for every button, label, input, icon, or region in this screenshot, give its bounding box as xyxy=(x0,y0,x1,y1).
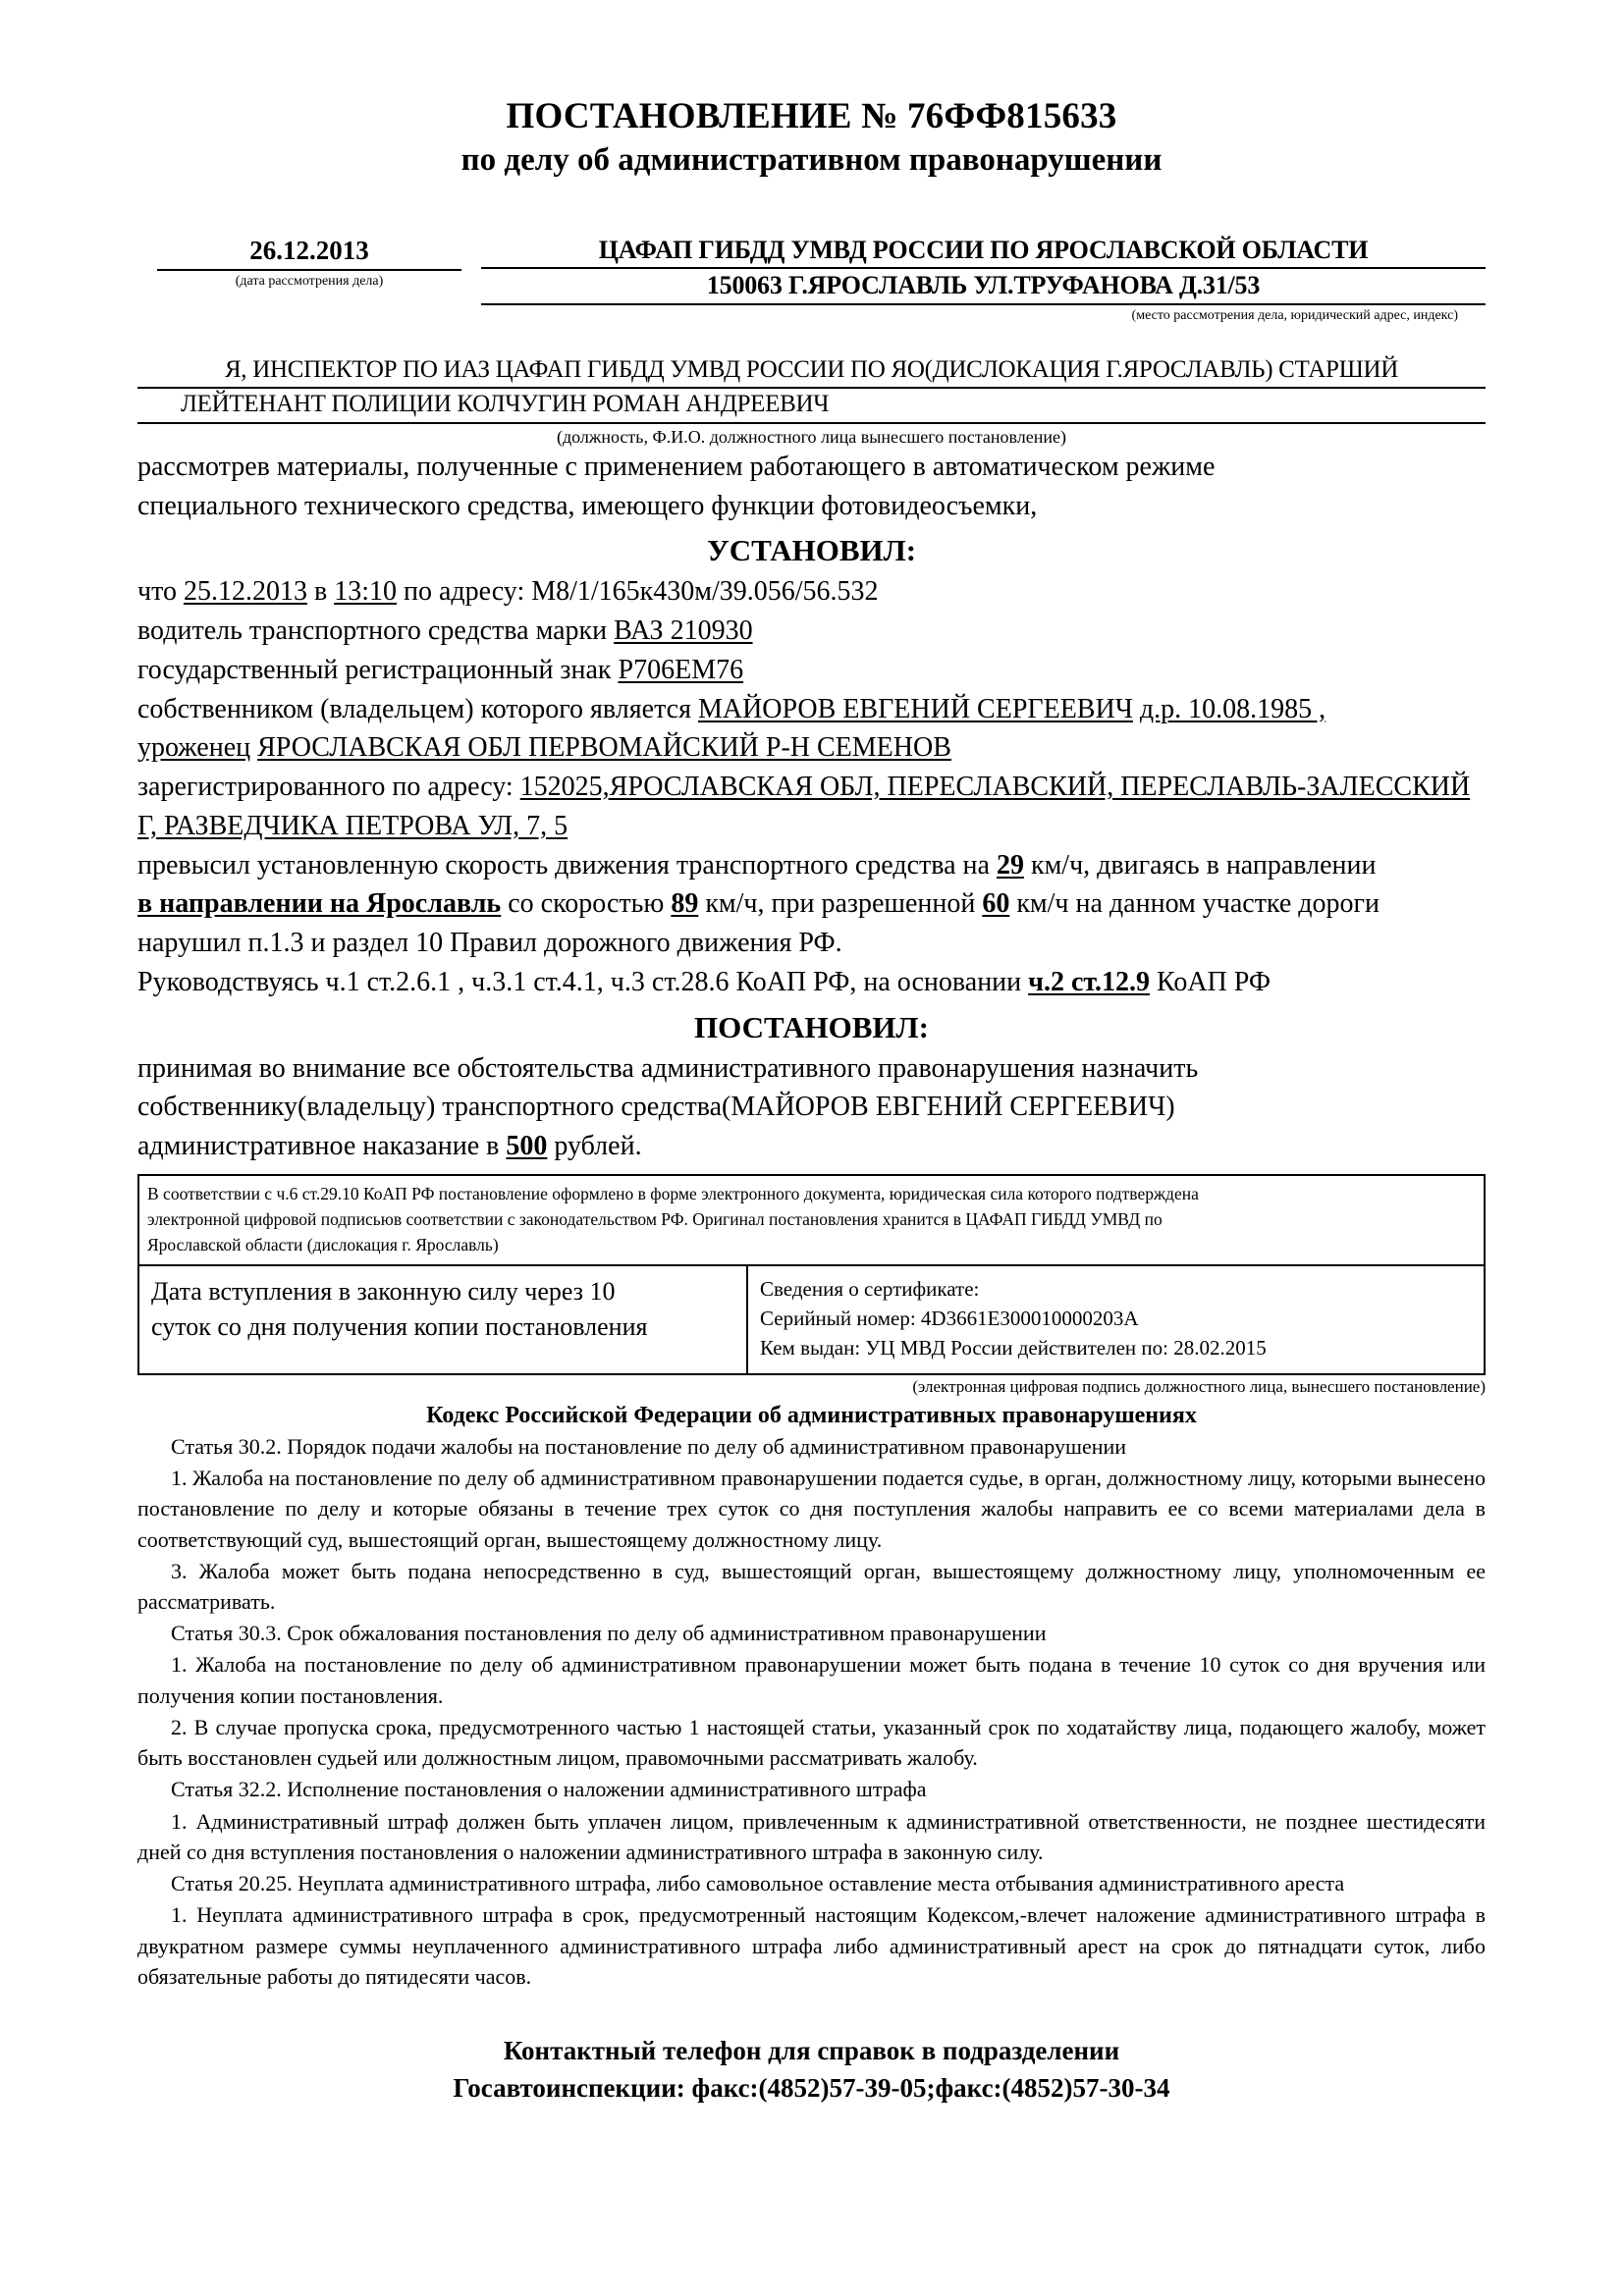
date-caption: (дата рассмотрения дела) xyxy=(235,273,384,289)
authority-column xyxy=(461,234,1486,325)
certificate-serial: Серийный номер: 4D3661E300010000203A xyxy=(760,1306,1139,1330)
section-heading-ustanovil: УСТАНОВИЛ: xyxy=(706,533,917,568)
violated-rules-line: нарушил п.1.3 и раздел 10 Правил дорожного движения РФ. xyxy=(137,928,842,958)
penalty-amount: 500 xyxy=(506,1131,548,1161)
code-item: 1. Административный штраф должен быть уплачен лицом, привлеченным к административной ответственности, не позднее шестидесяти дней со дня вступления постановления о наложении административного штрафа в законную силу. xyxy=(137,1808,1486,1864)
code-item: Статья 32.2. Исполнение постановления о наложении административного штрафа xyxy=(171,1777,927,1802)
effect-and-certificate-row xyxy=(139,1264,1484,1373)
registration-address-line xyxy=(137,768,1486,846)
travel-direction: в направлении на Ярославль xyxy=(137,888,502,920)
official-block xyxy=(137,354,1486,448)
birthplace-label: уроженец xyxy=(137,732,251,764)
violation-time: 13:10 xyxy=(334,576,397,608)
code-item: Статья 20.25. Неуплата административного штрафа, либо самовольное оставление места отбывания административного ареста xyxy=(171,1871,1345,1896)
code-section-title: Кодекс Российской Федерации об административных правонарушениях xyxy=(426,1402,1197,1428)
actual-speed-value: 89 xyxy=(671,888,699,920)
road-section-text: км/ч на данном участке дороги xyxy=(1016,888,1380,920)
certificate-title: Сведения о сертификате: xyxy=(760,1276,980,1301)
violation-datetime-line xyxy=(137,572,1486,612)
notice-line-3: Ярославской области (дислокация г. Ярославль) xyxy=(147,1235,499,1255)
plate-label: государственный регистрационный знак xyxy=(137,654,612,685)
entry-into-force-cell xyxy=(139,1266,748,1373)
contact-footer-line-1: Контактный телефон для справок в подразделении xyxy=(503,2036,1120,2066)
speed-label: со скоростью xyxy=(508,888,665,920)
authority-address-caption: (место рассмотрения дела, юридический адрес, индекс) xyxy=(1131,307,1458,323)
certificate-cell xyxy=(748,1266,1484,1373)
code-item: 3. Жалоба может быть подана непосредственно в суд, вышестоящий орган, вышестоящему должностному лицу, уполномоченным ее рассматривать. xyxy=(137,1558,1486,1614)
code-item: Статья 30.2. Порядок подачи жалобы на постановление по делу об административном правонарушении xyxy=(171,1433,1127,1459)
code-item: 1. Жалоба на постановление по делу об административном правонарушении подается судье, в орган, должностному лицу, которыми вынесено постановление по делу и которые обязаны в течение трех суток со дня поступления жалобы направить ее со всеми материалами дела в соответствующий суд, вышестоящий орган, вышестоящему должностному лицу. xyxy=(137,1466,1486,1552)
signature-caption: (электронная цифровая подпись должностного лица, вынесшего постановление) xyxy=(912,1376,1486,1396)
birthplace-value: ЯРОСЛАВСКАЯ ОБЛ ПЕРВОМАЙСКИЙ Р-Н СЕМЕНОВ xyxy=(257,732,951,764)
page-title: ПОСТАНОВЛЕНИЕ № 76ФФ815633 xyxy=(506,96,1117,136)
contact-footer-line-2: Госавтоинспекции: факс:(4852)57-39-05;факс:(4852)57-30-34 xyxy=(453,2072,1170,2103)
owner-line xyxy=(137,690,1486,729)
section-heading-postanovil: ПОСТАНОВИЛ: xyxy=(694,1009,929,1044)
speed-limit-value: 60 xyxy=(982,888,1010,920)
speeding-line-1 xyxy=(137,846,1486,885)
authority-name: ЦАФАП ГИБДД УМВД РОССИИ ПО ЯРОСЛАВСКОЙ ОБЛАСТИ xyxy=(481,234,1486,269)
violation-prefix: что xyxy=(137,576,177,608)
code-item: 2. В случае пропуска срока, предусмотренного частью 1 настоящей статьи, указанный срок по ходатайству лица, подающего жалобу, может быть восстановлен судьей или должностным лицом, правомочными рассматривать жалобу. xyxy=(137,1714,1486,1771)
preamble-line-2: специального технического средства, имеющего функции фотовидеосъемки, xyxy=(137,490,1038,521)
certificate-issuer: Кем выдан: УЦ МВД России действителен по: 28.02.2015 xyxy=(760,1336,1267,1361)
speeding-line-2 xyxy=(137,884,1486,924)
vehicle-line xyxy=(137,612,1486,651)
header-row xyxy=(137,234,1486,325)
speeding-suffix: км/ч, двигаясь в направлении xyxy=(1030,849,1377,881)
violation-date: 25.12.2013 xyxy=(183,576,307,608)
penalty-currency: рублей. xyxy=(554,1131,642,1161)
speeding-prefix: превысил установленную скорость движения транспортного средства на xyxy=(137,849,990,881)
preamble-line-1: рассмотрев материалы, полученные с применением работающего в автоматическом режиме xyxy=(137,451,1216,482)
code-item: Статья 30.3. Срок обжалования постановления по делу об административном правонарушении xyxy=(171,1621,1047,1646)
decision-date: 26.12.2013 xyxy=(157,234,461,271)
code-articles-list xyxy=(137,1431,1486,1992)
official-line-1: Я, ИНСПЕКТОР ПО ИАЗ ЦАФАП ГИБДД УМВД РОССИИ ПО ЯО(ДИСЛОКАЦИЯ Г.ЯРОСЛАВЛЬ) СТАРШИЙ xyxy=(137,354,1486,390)
owner-birthdate: д.р. 10.08.1985 , xyxy=(1139,693,1326,724)
violation-at: в xyxy=(313,576,328,608)
speed-excess-value: 29 xyxy=(996,849,1024,881)
electronic-document-notice xyxy=(139,1176,1484,1264)
legal-basis-line xyxy=(137,963,1486,1002)
limit-label: км/ч, при разрешенной xyxy=(705,888,976,920)
entry-into-force-line-2: суток со дня получения копии постановления xyxy=(151,1312,648,1342)
owner-label: собственником (владельцем) которого является xyxy=(137,693,691,724)
penalty-line-2: собственнику(владельцу) транспортного средства(МАЙОРОВ ЕВГЕНИЙ СЕРГЕЕВИЧ) xyxy=(137,1092,1175,1123)
official-line-2: ЛЕЙТЕНАНТ ПОЛИЦИИ КОЛЧУГИН РОМАН АНДРЕЕВИЧ xyxy=(137,389,1486,424)
code-item: 1. Неуплата административного штрафа в срок, предусмотренный настоящим Кодексом,-влечет наложение административного штрафа в двукратном размере суммы неуплаченного административного штрафа либо административный арест на срок до пятнадцати суток, либо обязательные работы до пятидесяти часов. xyxy=(137,1902,1486,1989)
owner-name: МАЙОРОВ ЕВГЕНИЙ СЕРГЕЕВИЧ xyxy=(697,693,1133,724)
notice-line-1: В соответствии с ч.6 ст.29.10 КоАП РФ постановление оформлено в форме электронного документа, юридическая сила которого подтверждена xyxy=(147,1183,1199,1203)
authority-address: 150063 Г.ЯРОСЛАВЛЬ УЛ.ТРУФАНОВА Д.31/53 xyxy=(481,269,1486,304)
penalty-line-3 xyxy=(137,1127,1486,1166)
electronic-document-box xyxy=(137,1174,1486,1375)
vehicle-label: водитель транспортного средства марки xyxy=(137,615,608,646)
plate-line xyxy=(137,651,1486,690)
entry-into-force-line-1: Дата вступления в законную силу через 10 xyxy=(151,1276,616,1306)
penalty-label: административное наказание в xyxy=(137,1131,500,1161)
plate-number: Р706ЕМ76 xyxy=(618,654,744,685)
birthplace-line xyxy=(137,728,1486,768)
violation-location: по адресу: M8/1/165к430м/39.056/56.532 xyxy=(403,576,879,608)
registration-address-value: 152025,ЯРОСЛАВСКАЯ ОБЛ, ПЕРЕСЛАВСКИЙ, ПЕРЕСЛАВЛЬ-ЗАЛЕССКИЙ Г, РАЗВЕДЧИКА ПЕТРОВА УЛ, 7, 5 xyxy=(137,772,1471,841)
legal-basis-article: ч.2 ст.12.9 xyxy=(1028,966,1151,997)
registration-address-label: зарегистрированного по адресу: xyxy=(137,772,514,802)
date-column xyxy=(137,234,461,291)
page-subtitle: по делу об административном правонарушении xyxy=(460,142,1163,179)
code-item: 1. Жалоба на постановление по делу об административном правонарушении может быть подана в течение 10 суток со дня вручения или получения копии постановления. xyxy=(137,1652,1486,1708)
contact-footer xyxy=(137,2033,1486,2108)
vehicle-model: ВАЗ 210930 xyxy=(614,615,753,646)
legal-basis-prefix: Руководствуясь ч.1 ст.2.6.1 , ч.3.1 ст.4.1, ч.3 ст.28.6 КоАП РФ, на основании xyxy=(137,966,1022,997)
legal-basis-suffix: КоАП РФ xyxy=(1157,966,1271,997)
notice-line-2: электронной цифровой подписьюв соответствии с законодательством РФ. Оригинал постановления хранится в ЦАФАП ГИБДД УМВД по xyxy=(147,1209,1163,1229)
penalty-line-1: принимая во внимание все обстоятельства административного правонарушения назначить xyxy=(137,1052,1199,1084)
official-caption: (должность, Ф.И.О. должностного лица вынесшего постановление) xyxy=(557,426,1066,447)
